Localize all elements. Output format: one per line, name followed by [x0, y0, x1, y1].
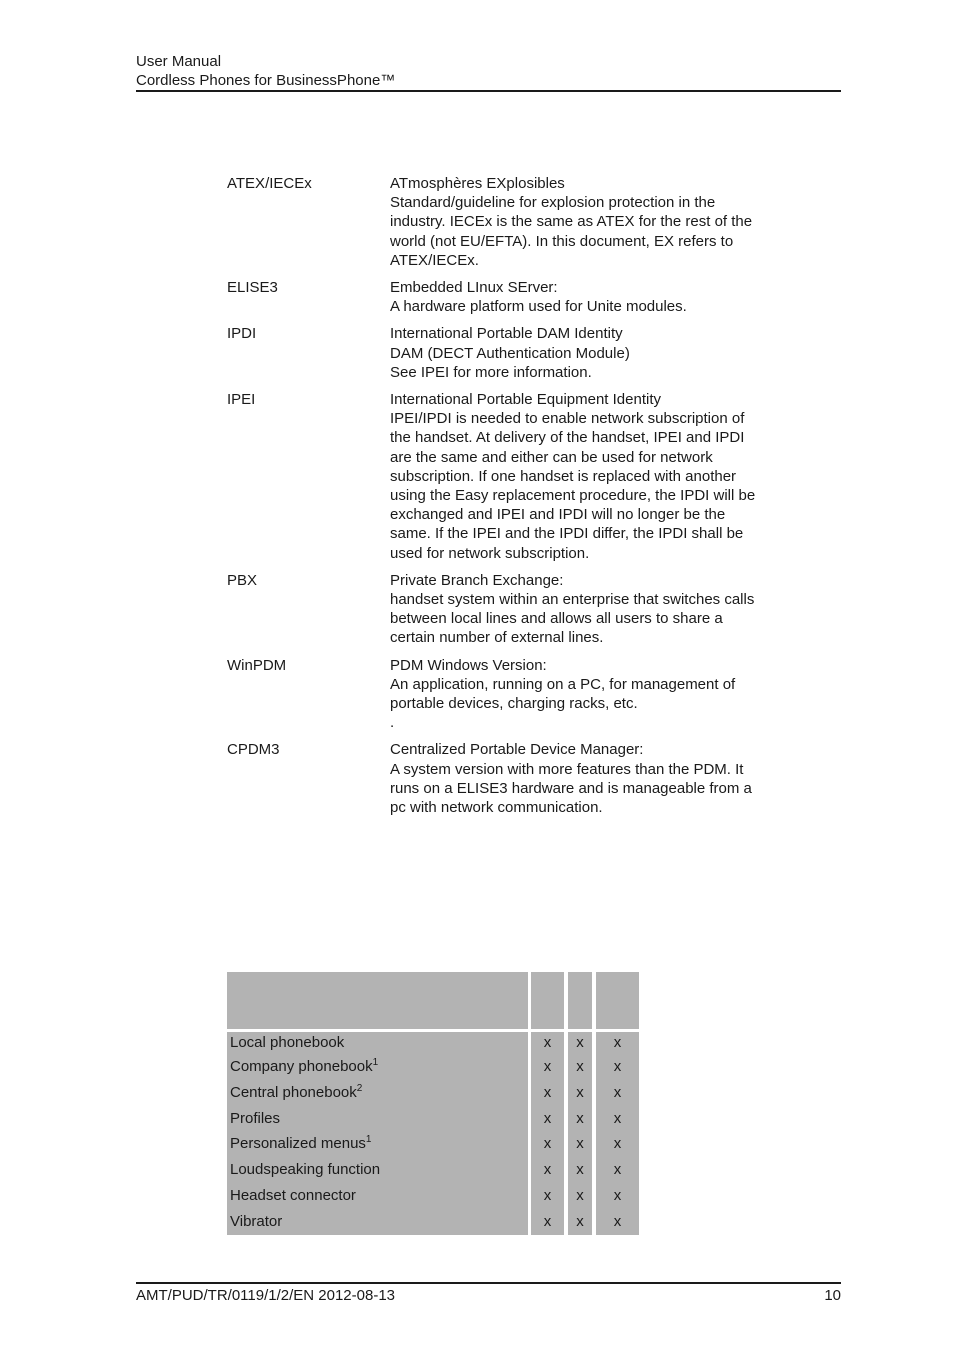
table-header-cell [531, 972, 564, 1029]
definition-line: . [390, 714, 395, 732]
definition-line: subscription. If one handset is replaced with another [390, 467, 737, 485]
feature-name-cell [227, 1080, 528, 1106]
glossary-term: CPDM3 [227, 741, 280, 759]
glossary-definition [390, 278, 790, 316]
header-subtitle: Cordless Phones for BusinessPhone™ [136, 72, 396, 89]
definition-line: between local lines and allows all users to share a [390, 610, 723, 628]
feature-name: Personalized menus [230, 1135, 366, 1153]
glossary-term: PBX [227, 571, 258, 589]
feature-name: Vibrator [230, 1212, 283, 1230]
page-header [136, 52, 841, 90]
availability-mark: x [596, 1080, 639, 1106]
glossary-term: IPDI [227, 325, 257, 343]
definition-line: DAM (DECT Authentication Module) [390, 344, 630, 362]
availability-mark: x [596, 1032, 639, 1054]
table-row [227, 1157, 639, 1183]
table-row [227, 1054, 639, 1080]
definition-line: world (not EU/EFTA). In this document, EX refers to [390, 232, 734, 250]
definition-line: A system version with more features than the PDM. It [390, 760, 744, 778]
availability-mark: x [531, 1106, 564, 1132]
feature-name: Local phonebook [230, 1034, 345, 1051]
glossary-entry [227, 740, 797, 817]
availability-mark: x [568, 1032, 592, 1054]
availability-mark: x [568, 1157, 592, 1183]
glossary-term: ATEX/IECEx [227, 175, 312, 192]
definition-line: Standard/guideline for explosion protection in the [390, 194, 716, 212]
feature-name-cell [227, 1209, 528, 1235]
feature-name-cell [227, 1131, 528, 1157]
footnote-marker: 1 [365, 1134, 372, 1146]
definition-line: certain number of external lines. [390, 629, 604, 647]
definition-line: An application, running on a PC, for management of [390, 675, 736, 693]
glossary-definition [390, 390, 790, 563]
table-header-cell [227, 972, 528, 1029]
availability-mark: x [596, 1209, 639, 1235]
table-row [227, 1106, 639, 1132]
header-divider [136, 90, 841, 92]
definition-line: Private Branch Exchange: [390, 571, 564, 589]
table-row [227, 1080, 639, 1106]
definition-line: International Portable Equipment Identity [390, 391, 662, 409]
definition-line: are the same and either can be used for network [390, 448, 713, 466]
table-row [227, 1183, 639, 1209]
footnote-marker: 1 [372, 1057, 379, 1068]
glossary-entry [227, 390, 797, 563]
availability-mark: x [531, 1080, 564, 1106]
header-title: User Manual [136, 53, 222, 70]
table-header-cell [596, 972, 639, 1029]
availability-mark: x [596, 1106, 639, 1132]
definition-line: exchanged and IPEI and IPDI will no longer be the [390, 506, 726, 524]
feature-table [227, 972, 639, 1235]
glossary-definition [390, 324, 790, 382]
definition-line: using the Easy replacement procedure, the IPDI will be [390, 487, 756, 505]
availability-mark: x [596, 1157, 639, 1183]
definition-line: the handset. At delivery of the handset, IPEI and IPDI [390, 429, 745, 447]
glossary-term: WinPDM [227, 656, 287, 674]
definition-line: runs on a ELISE3 hardware and is manageable from a [390, 779, 752, 797]
definition-line: A hardware platform used for Unite modules. [390, 298, 687, 316]
glossary-definition [390, 656, 790, 733]
availability-mark: x [568, 1080, 592, 1106]
glossary-definition [390, 174, 790, 270]
definition-line: handset system within an enterprise that switches calls [390, 591, 755, 609]
availability-mark: x [596, 1054, 639, 1080]
feature-name: Central phonebook [230, 1083, 357, 1101]
table-header-row [227, 972, 639, 1029]
availability-mark: x [568, 1054, 592, 1080]
definition-line: See IPEI for more information. [390, 363, 592, 381]
definition-line: ATEX/IECEx. [390, 251, 479, 269]
availability-mark: x [531, 1209, 564, 1235]
definition-line: used for network subscription. [390, 544, 590, 562]
glossary-entry [227, 656, 797, 733]
definition-line: same. If the IPEI and the IPDI differ, the IPDI shall be [390, 525, 744, 543]
feature-name: Headset connector [230, 1186, 356, 1204]
table-row [227, 1209, 639, 1235]
footer-divider [136, 1282, 841, 1284]
feature-name: Profiles [230, 1109, 281, 1127]
glossary-entry [227, 278, 797, 316]
feature-name: Loudspeaking function [230, 1161, 381, 1179]
availability-mark: x [568, 1131, 592, 1157]
definition-line: industry. IECEx is the same as ATEX for the rest of the [390, 213, 753, 231]
definition-line: pc with network communication. [390, 799, 603, 817]
feature-name-cell [227, 1157, 528, 1183]
availability-mark: x [596, 1131, 639, 1157]
page-number: 10 [824, 1287, 841, 1304]
definition-line: IPEI/IPDI is needed to enable network subscription of [390, 410, 745, 428]
table-header-cell [568, 972, 592, 1029]
availability-mark: x [568, 1106, 592, 1132]
availability-mark: x [531, 1183, 564, 1209]
definition-line: Centralized Portable Device Manager: [390, 741, 644, 759]
feature-name: Company phonebook [230, 1058, 373, 1075]
glossary-entry [227, 174, 797, 270]
feature-name-cell [227, 1032, 528, 1054]
table-row [227, 1131, 639, 1157]
availability-mark: x [568, 1183, 592, 1209]
glossary-list [227, 174, 797, 825]
availability-mark: x [568, 1209, 592, 1235]
feature-name-cell [227, 1054, 528, 1080]
availability-mark: x [531, 1131, 564, 1157]
availability-mark: x [531, 1032, 564, 1054]
definition-line: PDM Windows Version: [390, 656, 547, 674]
table-row [227, 1032, 639, 1054]
glossary-term: ELISE3 [227, 279, 278, 297]
availability-mark: x [531, 1054, 564, 1080]
glossary-term: IPEI [227, 391, 256, 409]
definition-line: portable devices, charging racks, etc. [390, 695, 638, 713]
glossary-definition [390, 571, 790, 648]
document-id: AMT/PUD/TR/0119/1/2/EN 2012-08-13 [136, 1287, 396, 1304]
definition-line: International Portable DAM Identity [390, 325, 623, 343]
definition-line: ATmosphères EXplosibles [390, 175, 565, 192]
glossary-entry [227, 571, 797, 648]
glossary-entry [227, 324, 797, 382]
footnote-marker: 2 [356, 1082, 363, 1094]
feature-name-cell [227, 1183, 528, 1209]
glossary-definition [390, 740, 790, 817]
definition-line: Embedded LInux SErver: [390, 279, 558, 297]
availability-mark: x [596, 1183, 639, 1209]
availability-mark: x [531, 1157, 564, 1183]
feature-name-cell [227, 1106, 528, 1132]
